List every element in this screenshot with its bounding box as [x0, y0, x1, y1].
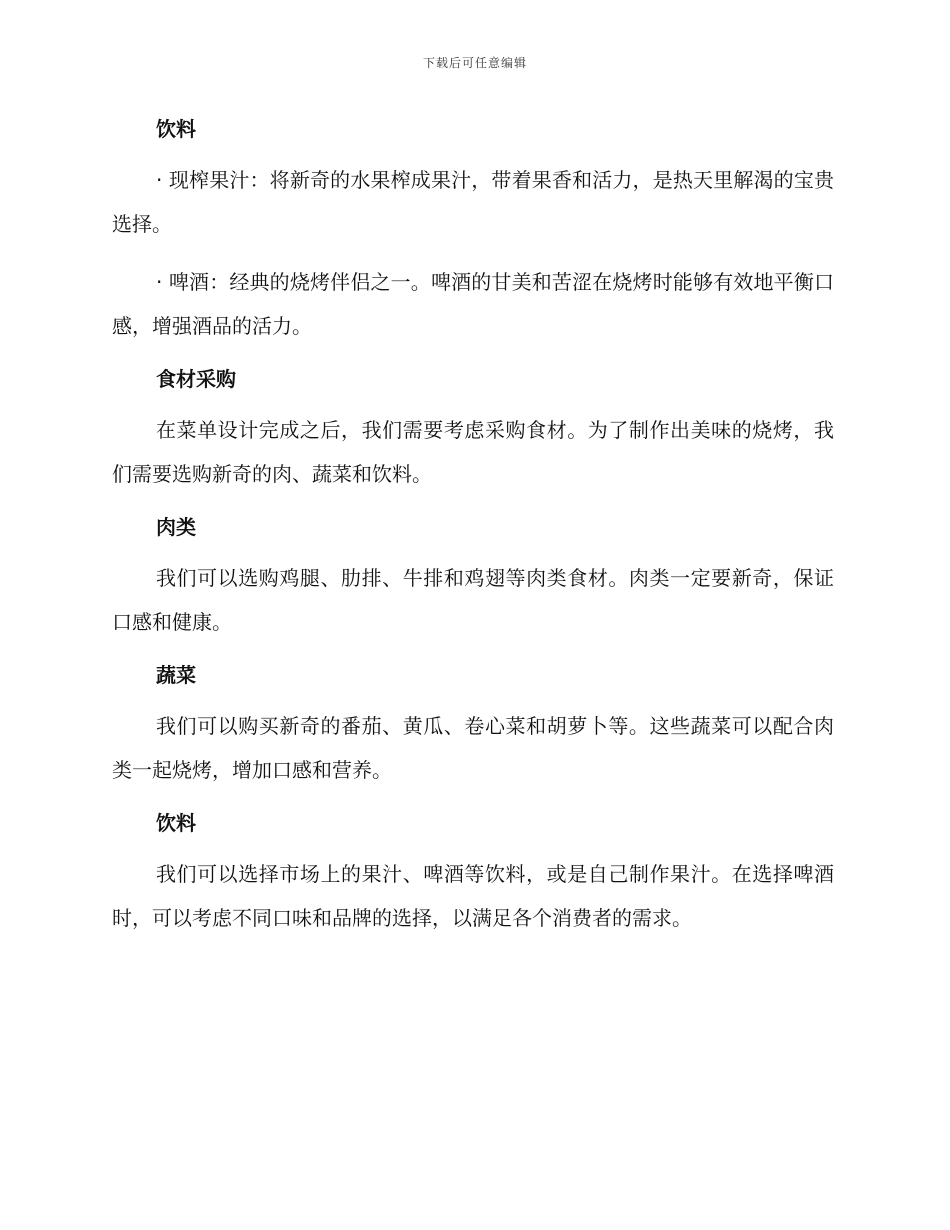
paragraph-meat: 我们可以选购鸡腿、肋排、牛排和鸡翅等肉类食材。肉类一定要新奇，保证口感和健康。 — [112, 566, 834, 634]
paragraph-drinks: 我们可以选择市场上的果汁、啤酒等饮料，或是自己制作果汁。在选择啤酒时，可以考虑不同口味和品牌的选择，以满足各个消费者的需求。 — [112, 862, 834, 930]
document-body — [112, 112, 834, 954]
page-header: 下载后可任意编辑 — [422, 56, 527, 70]
section-heading-ingredient-purchase: 食材采购 — [156, 367, 236, 391]
paragraph-vegetables: 我们可以购买新奇的番茄、黄瓜、卷心菜和胡萝卜等。这些蔬菜可以配合肉类一起烧烤，增加口感和营养。 — [112, 714, 834, 782]
paragraph-beer: · 啤酒：经典的烧烤伴侣之一。啤酒的甘美和苦涩在烧烤时能够有效地平衡口感，增强酒品的活力。 — [112, 270, 834, 338]
section-heading-vegetables: 蔬菜 — [156, 663, 196, 687]
section-heading-drinks: 饮料 — [156, 117, 196, 141]
section-heading-drinks-2: 饮料 — [156, 811, 196, 835]
paragraph-fresh-juice: · 现榨果汁：将新奇的水果榨成果汁，带着果香和活力，是热天里解渴的宝贵选择。 — [112, 168, 834, 236]
paragraph-ingredient-purchase: 在菜单设计完成之后，我们需要考虑采购食材。为了制作出美味的烧烤，我们需要选购新奇的肉、蔬菜和饮料。 — [112, 418, 834, 486]
section-heading-meat: 肉类 — [156, 515, 196, 539]
